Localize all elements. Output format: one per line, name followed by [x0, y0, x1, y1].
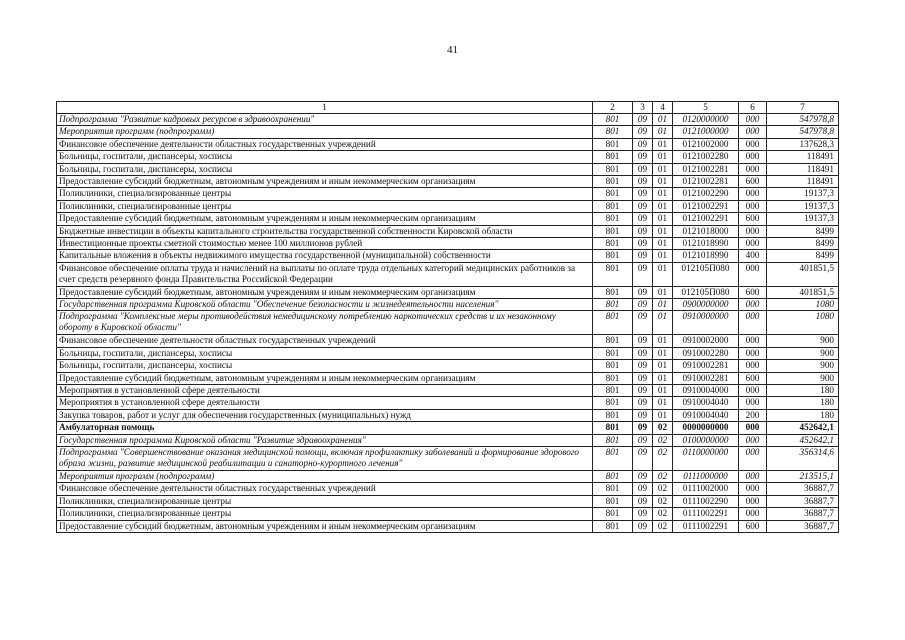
table-row — [57, 397, 839, 409]
row-expense-type: 000 — [739, 360, 767, 372]
row-section: 09 — [633, 237, 653, 249]
header-col-3: 3 — [633, 102, 653, 114]
table-row — [57, 470, 839, 482]
row-section: 09 — [633, 188, 653, 200]
row-amount: 900 — [767, 347, 839, 359]
budget-table — [56, 101, 839, 533]
row-amount: 1080 — [767, 311, 839, 335]
table-row — [57, 495, 839, 507]
row-target-code: 0121018000 — [673, 225, 739, 237]
row-ministry-code: 801 — [593, 151, 633, 163]
row-subsection: 02 — [653, 434, 673, 446]
table-header-row — [57, 102, 839, 114]
row-expense-type: 000 — [739, 163, 767, 175]
row-ministry-code: 801 — [593, 250, 633, 262]
row-target-code: 0121002281 — [673, 175, 739, 187]
row-ministry-code: 801 — [593, 360, 633, 372]
row-amount: 547978,8 — [767, 114, 839, 126]
row-ministry-code: 801 — [593, 138, 633, 150]
row-expense-type: 000 — [739, 114, 767, 126]
row-ministry-code: 801 — [593, 470, 633, 482]
row-subsection: 02 — [653, 495, 673, 507]
row-name: Поликлиники, специализированные центры — [57, 188, 593, 200]
row-name: Предоставление субсидий бюджетным, автономным учреждениям и иным некоммерческим организациям — [57, 213, 593, 225]
table-row — [57, 335, 839, 347]
row-name: Закупка товаров, работ и услуг для обеспечения государственных (муниципальных) нужд — [57, 409, 593, 421]
row-ministry-code: 801 — [593, 385, 633, 397]
row-target-code: 0121002291 — [673, 200, 739, 212]
row-amount: 19137,3 — [767, 188, 839, 200]
row-subsection: 01 — [653, 397, 673, 409]
row-subsection: 01 — [653, 151, 673, 163]
table-row — [57, 347, 839, 359]
row-name: Подпрограмма "Совершенствование оказания медицинской помощи, включая профилактику заболеваний и формирование здорового образа жизни, развитие медицинской реабилитации и санаторно-курортного лечения" — [57, 446, 593, 470]
row-name: Предоставление субсидий бюджетным, автономным учреждениям и иным некоммерческим организациям — [57, 175, 593, 187]
table-row — [57, 138, 839, 150]
row-ministry-code: 801 — [593, 225, 633, 237]
table-row — [57, 237, 839, 249]
row-target-code: 0121002291 — [673, 213, 739, 225]
row-ministry-code: 801 — [593, 126, 633, 138]
row-target-code: 0111002291 — [673, 508, 739, 520]
row-subsection: 02 — [653, 508, 673, 520]
row-target-code: 0121002000 — [673, 138, 739, 150]
row-ministry-code: 801 — [593, 262, 633, 286]
table-row — [57, 409, 839, 421]
row-section: 09 — [633, 347, 653, 359]
row-subsection: 02 — [653, 470, 673, 482]
row-target-code: 0910002000 — [673, 335, 739, 347]
row-amount: 8499 — [767, 250, 839, 262]
table-row — [57, 250, 839, 262]
row-amount: 180 — [767, 397, 839, 409]
table-row — [57, 446, 839, 470]
row-ministry-code: 801 — [593, 446, 633, 470]
row-ministry-code: 801 — [593, 163, 633, 175]
row-name: Финансовое обеспечение деятельности областных государственных учреждений — [57, 483, 593, 495]
row-expense-type: 600 — [739, 175, 767, 187]
row-name: Предоставление субсидий бюджетным, автономным учреждениям и иным некоммерческим организациям — [57, 286, 593, 298]
row-target-code: 0910002280 — [673, 347, 739, 359]
row-target-code: 0910004040 — [673, 409, 739, 421]
row-expense-type: 000 — [739, 311, 767, 335]
row-expense-type: 000 — [739, 262, 767, 286]
row-target-code: 0111002291 — [673, 520, 739, 532]
row-ministry-code: 801 — [593, 422, 633, 434]
row-amount: 36887,7 — [767, 508, 839, 520]
row-ministry-code: 801 — [593, 434, 633, 446]
header-col-1: 1 — [57, 102, 593, 114]
row-name: Мероприятия программ (подпрограмм) — [57, 470, 593, 482]
row-name: Капитальные вложения в объекты недвижимого имущества государственной (муниципальной) собственности — [57, 250, 593, 262]
row-subsection: 01 — [653, 299, 673, 311]
row-expense-type: 000 — [739, 200, 767, 212]
row-amount: 19137,3 — [767, 200, 839, 212]
row-section: 09 — [633, 262, 653, 286]
table-row — [57, 483, 839, 495]
table-row — [57, 434, 839, 446]
row-subsection: 02 — [653, 483, 673, 495]
row-expense-type: 000 — [739, 188, 767, 200]
row-section: 09 — [633, 495, 653, 507]
row-ministry-code: 801 — [593, 409, 633, 421]
row-subsection: 01 — [653, 200, 673, 212]
row-ministry-code: 801 — [593, 237, 633, 249]
row-amount: 180 — [767, 409, 839, 421]
row-name: Государственная программа Кировской области "Обеспечение безопасности и жизнедеятельности населения" — [57, 299, 593, 311]
row-target-code: 0000000000 — [673, 422, 739, 434]
row-section: 09 — [633, 250, 653, 262]
row-expense-type: 000 — [739, 397, 767, 409]
header-col-6: 6 — [739, 102, 767, 114]
row-amount: 118491 — [767, 151, 839, 163]
row-amount: 900 — [767, 360, 839, 372]
table-row — [57, 360, 839, 372]
table-row — [57, 262, 839, 286]
row-name: Больницы, госпитали, диспансеры, хосписы — [57, 163, 593, 175]
table-row — [57, 114, 839, 126]
row-section: 09 — [633, 225, 653, 237]
row-expense-type: 600 — [739, 372, 767, 384]
row-subsection: 01 — [653, 360, 673, 372]
row-section: 09 — [633, 385, 653, 397]
row-amount: 900 — [767, 335, 839, 347]
row-name: Финансовое обеспечение деятельности областных государственных учреждений — [57, 138, 593, 150]
row-amount: 452642,1 — [767, 434, 839, 446]
row-name: Поликлиники, специализированные центры — [57, 200, 593, 212]
row-section: 09 — [633, 200, 653, 212]
row-amount: 118491 — [767, 163, 839, 175]
row-subsection: 01 — [653, 409, 673, 421]
row-name: Бюджетные инвестиции в объекты капитального строительства государственной собственности Кировской области — [57, 225, 593, 237]
row-ministry-code: 801 — [593, 495, 633, 507]
row-amount: 401851,5 — [767, 262, 839, 286]
row-expense-type: 000 — [739, 138, 767, 150]
row-name: Предоставление субсидий бюджетным, автономным учреждениям и иным некоммерческим организациям — [57, 520, 593, 532]
row-ministry-code: 801 — [593, 311, 633, 335]
table-row — [57, 508, 839, 520]
row-target-code: 0111002290 — [673, 495, 739, 507]
row-subsection: 02 — [653, 422, 673, 434]
row-target-code: 0121002281 — [673, 163, 739, 175]
row-section: 09 — [633, 434, 653, 446]
row-name: Финансовое обеспечение оплаты труда и начислений на выплаты по оплате труда отдельных категорий медицинских работников за счет средств резервного фонда Правительства Российской Федерации — [57, 262, 593, 286]
row-subsection: 01 — [653, 385, 673, 397]
row-expense-type: 000 — [739, 495, 767, 507]
table-row — [57, 213, 839, 225]
row-expense-type: 000 — [739, 299, 767, 311]
row-amount: 452642,1 — [767, 422, 839, 434]
row-subsection: 02 — [653, 520, 673, 532]
table-row — [57, 422, 839, 434]
row-expense-type: 000 — [739, 126, 767, 138]
row-ministry-code: 801 — [593, 335, 633, 347]
table-row — [57, 163, 839, 175]
row-target-code: 012105П080 — [673, 286, 739, 298]
table-row — [57, 286, 839, 298]
table-row — [57, 188, 839, 200]
row-section: 09 — [633, 163, 653, 175]
row-name: Больницы, госпитали, диспансеры, хосписы — [57, 360, 593, 372]
row-section: 09 — [633, 409, 653, 421]
row-ministry-code: 801 — [593, 372, 633, 384]
table-row — [57, 311, 839, 335]
table-row — [57, 126, 839, 138]
row-expense-type: 000 — [739, 225, 767, 237]
row-name: Подпрограмма "Комплексные меры противодействия немедицинскому потреблению наркотических средств и их незаконному обороту в Кировской области" — [57, 311, 593, 335]
row-expense-type: 000 — [739, 483, 767, 495]
table-row — [57, 385, 839, 397]
row-target-code: 0111002000 — [673, 483, 739, 495]
header-col-4: 4 — [653, 102, 673, 114]
row-amount: 8499 — [767, 225, 839, 237]
row-section: 09 — [633, 138, 653, 150]
table-row — [57, 520, 839, 532]
row-target-code: 0910004000 — [673, 385, 739, 397]
row-expense-type: 000 — [739, 335, 767, 347]
row-name: Финансовое обеспечение деятельности областных государственных учреждений — [57, 335, 593, 347]
page-number: 41 — [447, 44, 458, 56]
row-subsection: 01 — [653, 286, 673, 298]
table-row — [57, 299, 839, 311]
row-subsection: 01 — [653, 114, 673, 126]
row-name: Мероприятия программ (подпрограмм) — [57, 126, 593, 138]
row-subsection: 01 — [653, 126, 673, 138]
row-subsection: 01 — [653, 335, 673, 347]
row-section: 09 — [633, 508, 653, 520]
row-name: Мероприятия в установленной сфере деятельности — [57, 385, 593, 397]
row-name: Мероприятия в установленной сфере деятельности — [57, 397, 593, 409]
row-section: 09 — [633, 520, 653, 532]
row-name: Государственная программа Кировской области "Развитие здравоохранения" — [57, 434, 593, 446]
row-subsection: 02 — [653, 446, 673, 470]
row-amount: 213515,1 — [767, 470, 839, 482]
row-subsection: 01 — [653, 175, 673, 187]
row-amount: 36887,7 — [767, 495, 839, 507]
row-target-code: 0110000000 — [673, 446, 739, 470]
header-col-5: 5 — [673, 102, 739, 114]
row-name: Больницы, госпитали, диспансеры, хосписы — [57, 151, 593, 163]
row-expense-type: 600 — [739, 520, 767, 532]
row-subsection: 01 — [653, 372, 673, 384]
row-target-code: 0100000000 — [673, 434, 739, 446]
row-subsection: 01 — [653, 138, 673, 150]
row-expense-type: 000 — [739, 446, 767, 470]
row-amount: 137628,3 — [767, 138, 839, 150]
header-col-2: 2 — [593, 102, 633, 114]
row-amount: 401851,5 — [767, 286, 839, 298]
row-section: 09 — [633, 126, 653, 138]
row-ministry-code: 801 — [593, 508, 633, 520]
row-name: Подпрограмма "Развитие кадровых ресурсов в здравоохранении" — [57, 114, 593, 126]
row-amount: 118491 — [767, 175, 839, 187]
row-section: 09 — [633, 175, 653, 187]
row-subsection: 01 — [653, 188, 673, 200]
row-amount: 180 — [767, 385, 839, 397]
table-row — [57, 225, 839, 237]
row-ministry-code: 801 — [593, 175, 633, 187]
row-expense-type: 000 — [739, 422, 767, 434]
row-subsection: 01 — [653, 163, 673, 175]
table-body — [57, 114, 839, 533]
row-ministry-code: 801 — [593, 188, 633, 200]
row-expense-type: 000 — [739, 237, 767, 249]
row-ministry-code: 801 — [593, 520, 633, 532]
row-subsection: 01 — [653, 311, 673, 335]
row-target-code: 0121000000 — [673, 126, 739, 138]
row-ministry-code: 801 — [593, 114, 633, 126]
header-col-7: 7 — [767, 102, 839, 114]
row-ministry-code: 801 — [593, 299, 633, 311]
row-name: Поликлиники, специализированные центры — [57, 508, 593, 520]
row-subsection: 01 — [653, 213, 673, 225]
row-name: Поликлиники, специализированные центры — [57, 495, 593, 507]
row-expense-type: 000 — [739, 347, 767, 359]
row-amount: 1080 — [767, 299, 839, 311]
table-row — [57, 151, 839, 163]
row-section: 09 — [633, 114, 653, 126]
row-section: 09 — [633, 311, 653, 335]
row-amount: 356314,6 — [767, 446, 839, 470]
row-amount: 36887,7 — [767, 483, 839, 495]
row-ministry-code: 801 — [593, 286, 633, 298]
row-name: Больницы, госпитали, диспансеры, хосписы — [57, 347, 593, 359]
row-amount: 8499 — [767, 237, 839, 249]
row-expense-type: 000 — [739, 385, 767, 397]
row-name: Предоставление субсидий бюджетным, автономным учреждениям и иным некоммерческим организациям — [57, 372, 593, 384]
row-target-code: 012105П080 — [673, 262, 739, 286]
row-section: 09 — [633, 422, 653, 434]
row-subsection: 01 — [653, 237, 673, 249]
row-section: 09 — [633, 360, 653, 372]
row-target-code: 0910002281 — [673, 360, 739, 372]
row-target-code: 0910002281 — [673, 372, 739, 384]
row-amount: 19137,3 — [767, 213, 839, 225]
row-target-code: 0111000000 — [673, 470, 739, 482]
row-target-code: 0121002280 — [673, 151, 739, 163]
row-target-code: 0121018990 — [673, 250, 739, 262]
row-target-code: 0910004040 — [673, 397, 739, 409]
row-section: 09 — [633, 299, 653, 311]
row-subsection: 01 — [653, 250, 673, 262]
row-subsection: 01 — [653, 262, 673, 286]
row-section: 09 — [633, 372, 653, 384]
row-section: 09 — [633, 446, 653, 470]
row-amount: 36887,7 — [767, 520, 839, 532]
row-expense-type: 400 — [739, 250, 767, 262]
table-row — [57, 372, 839, 384]
row-amount: 547978,8 — [767, 126, 839, 138]
row-target-code: 0900000000 — [673, 299, 739, 311]
table-row — [57, 200, 839, 212]
row-target-code: 0121018990 — [673, 237, 739, 249]
row-expense-type: 200 — [739, 409, 767, 421]
row-section: 09 — [633, 397, 653, 409]
row-ministry-code: 801 — [593, 200, 633, 212]
row-expense-type: 600 — [739, 286, 767, 298]
row-expense-type: 000 — [739, 151, 767, 163]
row-ministry-code: 801 — [593, 397, 633, 409]
row-section: 09 — [633, 151, 653, 163]
row-subsection: 01 — [653, 225, 673, 237]
table-row — [57, 175, 839, 187]
row-section: 09 — [633, 470, 653, 482]
row-section: 09 — [633, 213, 653, 225]
row-subsection: 01 — [653, 347, 673, 359]
row-target-code: 0120000000 — [673, 114, 739, 126]
row-target-code: 0910000000 — [673, 311, 739, 335]
row-name: Инвестиционные проекты сметной стоимостью менее 100 миллионов рублей — [57, 237, 593, 249]
row-expense-type: 000 — [739, 508, 767, 520]
row-name: Амбулаторная помощь — [57, 422, 593, 434]
row-expense-type: 600 — [739, 213, 767, 225]
row-expense-type: 000 — [739, 470, 767, 482]
row-target-code: 0121002290 — [673, 188, 739, 200]
row-expense-type: 000 — [739, 434, 767, 446]
row-ministry-code: 801 — [593, 213, 633, 225]
row-amount: 900 — [767, 372, 839, 384]
row-ministry-code: 801 — [593, 483, 633, 495]
row-section: 09 — [633, 335, 653, 347]
row-section: 09 — [633, 483, 653, 495]
row-section: 09 — [633, 286, 653, 298]
row-ministry-code: 801 — [593, 347, 633, 359]
